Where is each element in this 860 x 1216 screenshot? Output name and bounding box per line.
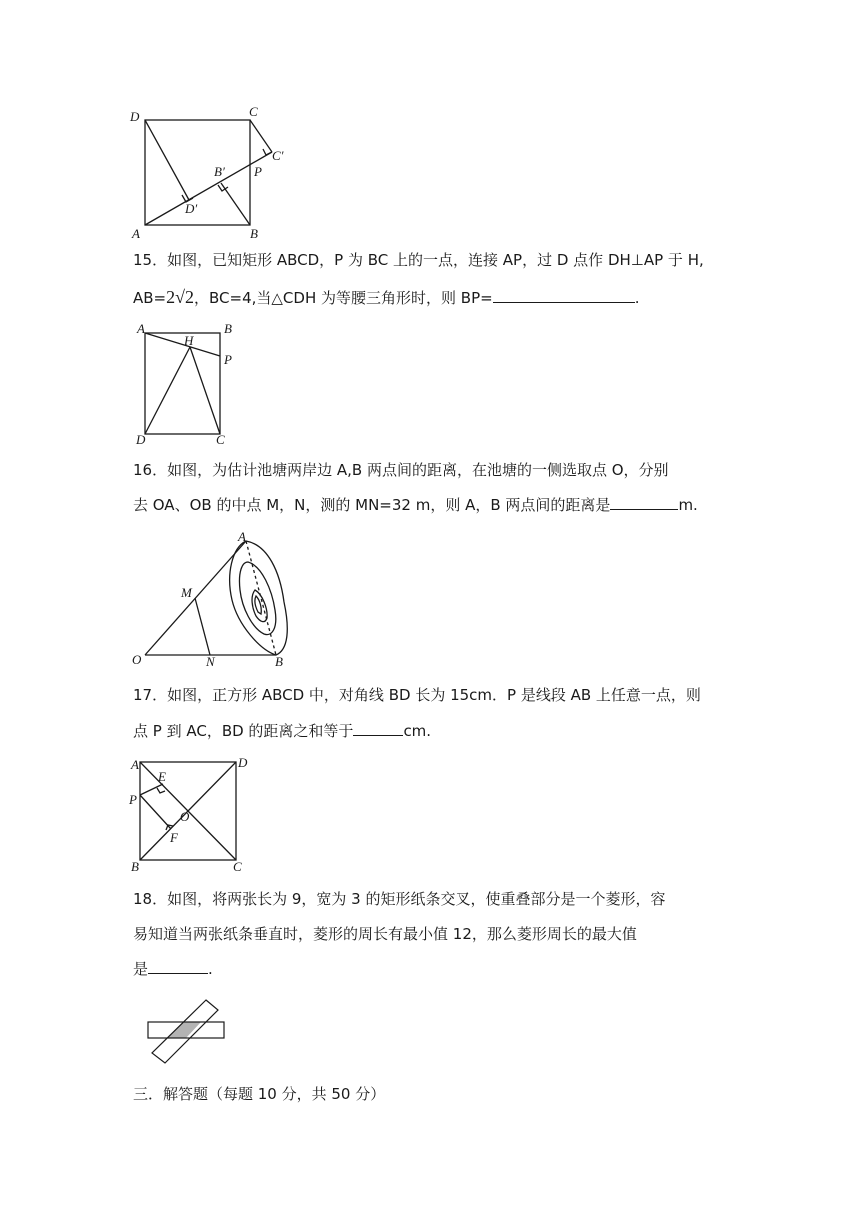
- q15-line-2: [133, 286, 733, 309]
- q18-line-3: [133, 958, 733, 980]
- section-3-heading: 三．解答题（每题 10 分，共 50 分）: [133, 1085, 386, 1103]
- figure-q14: [128, 102, 298, 242]
- q17-line-2: [133, 720, 733, 742]
- q16-unit: m.: [678, 496, 698, 514]
- svg-text:P: P: [254, 164, 262, 179]
- svg-text:D: D: [130, 109, 140, 124]
- q15-ab-label: AB=: [133, 289, 167, 307]
- svg-text:C: C: [233, 859, 242, 874]
- svg-text:H: H: [184, 333, 194, 348]
- q16-text: 去 OA、OB 的中点 M，N，测的 MN=32 m，则 A，B 两点间的距离是: [133, 496, 611, 514]
- svg-text:D: D: [136, 432, 146, 447]
- q16-line-2: [133, 494, 733, 516]
- svg-text:M: M: [181, 585, 192, 600]
- svg-text:B: B: [250, 226, 258, 241]
- svg-text:B: B: [131, 859, 139, 874]
- q16-line-1: 16．如图，为估计池塘两岸边 A,B 两点间的距离，在池塘的一侧选取点 O，分别: [133, 461, 669, 479]
- q18-text: 是: [133, 960, 149, 978]
- svg-text:B: B: [224, 322, 232, 336]
- figure-q18: [140, 992, 240, 1067]
- q16-answer-blank: [610, 494, 678, 510]
- q17-line-1: 17．如图，正方形 ABCD 中，对角线 BD 长为 15cm．P 是线段 AB 上任意一点，则: [133, 686, 701, 704]
- svg-text:O: O: [132, 652, 142, 667]
- figure-q17: [128, 752, 253, 874]
- q18-line-2: 易知道当两张纸条垂直时，菱形的周长有最小值 12，那么菱形周长的最大值: [133, 925, 637, 943]
- svg-text:O: O: [180, 809, 190, 824]
- svg-text:A: A: [131, 757, 139, 772]
- q17-answer-blank: [353, 720, 403, 736]
- q18-answer-blank: [148, 958, 208, 974]
- svg-text:C′: C′: [272, 148, 284, 163]
- svg-text:C: C: [216, 432, 225, 447]
- q15-end: .: [634, 289, 640, 307]
- q15-condition: ，BC=4,当△CDH 为等腰三角形时，则 BP=: [194, 289, 493, 307]
- svg-text:F: F: [170, 830, 178, 845]
- figure-q15: [133, 322, 243, 448]
- svg-text:D′: D′: [185, 201, 198, 216]
- q17-text: 点 P 到 AC，BD 的距离之和等于: [133, 722, 354, 740]
- svg-text:B′: B′: [214, 164, 225, 179]
- q17-unit: cm.: [403, 722, 432, 740]
- svg-text:A: A: [238, 529, 246, 544]
- svg-text:P: P: [129, 792, 137, 807]
- svg-text:A: A: [137, 322, 145, 336]
- q15-ab-value: 2√2: [166, 287, 195, 307]
- svg-text:C: C: [249, 104, 258, 119]
- svg-text:E: E: [158, 769, 166, 784]
- svg-text:A: A: [132, 226, 140, 241]
- svg-text:P: P: [224, 352, 232, 367]
- q18-end: .: [208, 960, 213, 978]
- q15-answer-blank: [493, 287, 635, 303]
- svg-text:B: B: [275, 654, 283, 668]
- svg-text:D: D: [238, 755, 248, 770]
- q18-line-1: 18．如图，将两张长为 9，宽为 3 的矩形纸条交叉，使重叠部分是一个菱形，容: [133, 890, 666, 908]
- figure-q16: [128, 528, 298, 668]
- svg-text:N: N: [206, 654, 215, 668]
- q15-line-1: 15．如图，已知矩形 ABCD，P 为 BC 上的一点，连接 AP，过 D 点作 DH⊥AP 于 H,: [133, 251, 704, 269]
